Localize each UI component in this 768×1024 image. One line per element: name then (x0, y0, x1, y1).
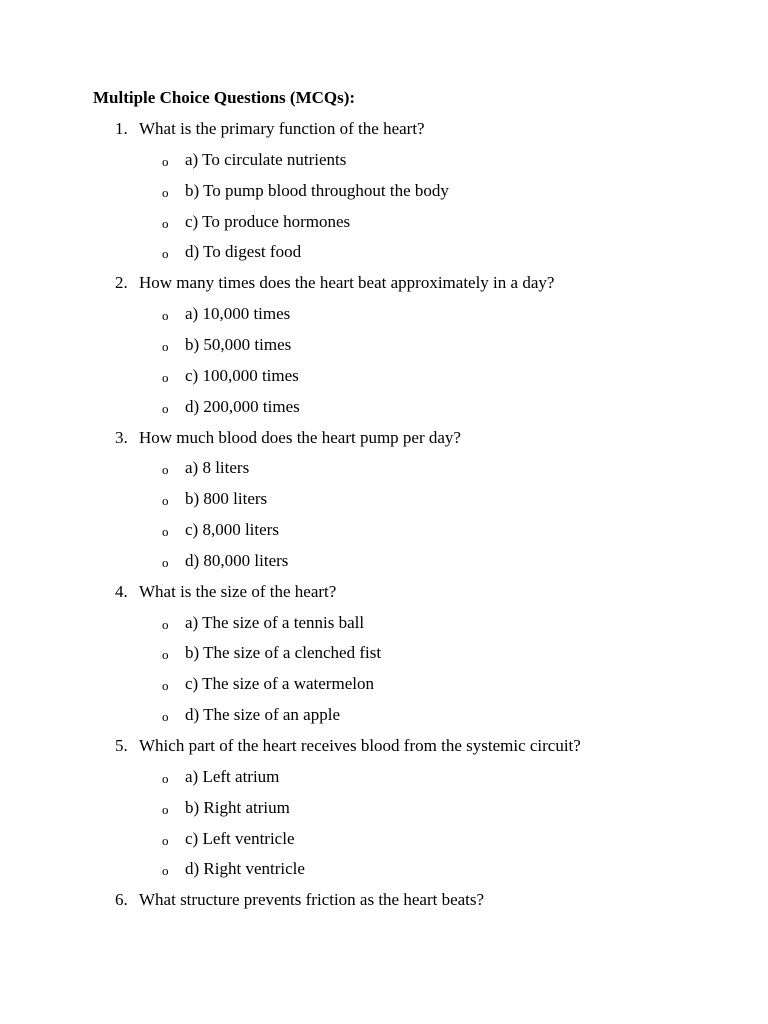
question-number: 1. (115, 119, 128, 138)
hollow-bullet-icon: o (162, 833, 169, 848)
hollow-bullet-icon: o (162, 678, 169, 693)
question-number: 4. (115, 582, 128, 601)
answer-option: a) To circulate nutrients (185, 150, 347, 169)
hollow-bullet-icon: o (162, 524, 169, 539)
question-text: What structure prevents friction as the heart beats? (139, 890, 485, 909)
question-number: 6. (115, 890, 128, 909)
answer-option: c) 8,000 liters (185, 520, 279, 539)
answer-option: b) The size of a clenched fist (185, 643, 382, 662)
hollow-bullet-icon: o (162, 771, 169, 786)
answer-option: c) 100,000 times (185, 366, 299, 385)
hollow-bullet-icon: o (162, 647, 169, 662)
question-text: Which part of the heart receives blood from the systemic circuit? (139, 736, 581, 755)
hollow-bullet-icon: o (162, 493, 169, 508)
answer-option: a) Left atrium (185, 767, 280, 786)
answer-option: d) 80,000 liters (185, 551, 289, 570)
answer-option: d) 200,000 times (185, 397, 300, 416)
question-text: What is the primary function of the heart? (139, 119, 425, 138)
hollow-bullet-icon: o (162, 154, 169, 169)
hollow-bullet-icon: o (162, 617, 169, 632)
hollow-bullet-icon: o (162, 185, 169, 200)
answer-option: b) To pump blood throughout the body (185, 181, 449, 200)
hollow-bullet-icon: o (162, 246, 169, 261)
hollow-bullet-icon: o (162, 555, 169, 570)
hollow-bullet-icon: o (162, 216, 169, 231)
question-text: How many times does the heart beat approximately in a day? (139, 273, 555, 292)
hollow-bullet-icon: o (162, 863, 169, 878)
answer-option: a) 8 liters (185, 458, 250, 477)
hollow-bullet-icon: o (162, 802, 169, 817)
answer-option: b) Right atrium (185, 798, 290, 817)
answer-option: b) 50,000 times (185, 335, 292, 354)
answer-option: c) The size of a watermelon (185, 674, 374, 693)
question-number: 5. (115, 736, 128, 755)
answer-option: d) The size of an apple (185, 705, 340, 724)
hollow-bullet-icon: o (162, 370, 169, 385)
answer-option: a) 10,000 times (185, 304, 291, 323)
section-heading: Multiple Choice Questions (MCQs): (93, 88, 356, 107)
question-number: 3. (115, 428, 128, 447)
question-number: 2. (115, 273, 128, 292)
hollow-bullet-icon: o (162, 308, 169, 323)
question-text: What is the size of the heart? (139, 582, 337, 601)
answer-option: d) Right ventricle (185, 859, 305, 878)
answer-option: b) 800 liters (185, 489, 268, 508)
answer-option: a) The size of a tennis ball (185, 613, 365, 632)
hollow-bullet-icon: o (162, 339, 169, 354)
hollow-bullet-icon: o (162, 462, 169, 477)
answer-option: c) To produce hormones (185, 212, 351, 231)
hollow-bullet-icon: o (162, 401, 169, 416)
answer-option: d) To digest food (185, 242, 302, 261)
hollow-bullet-icon: o (162, 709, 169, 724)
question-text: How much blood does the heart pump per day? (139, 428, 461, 447)
answer-option: c) Left ventricle (185, 829, 295, 848)
